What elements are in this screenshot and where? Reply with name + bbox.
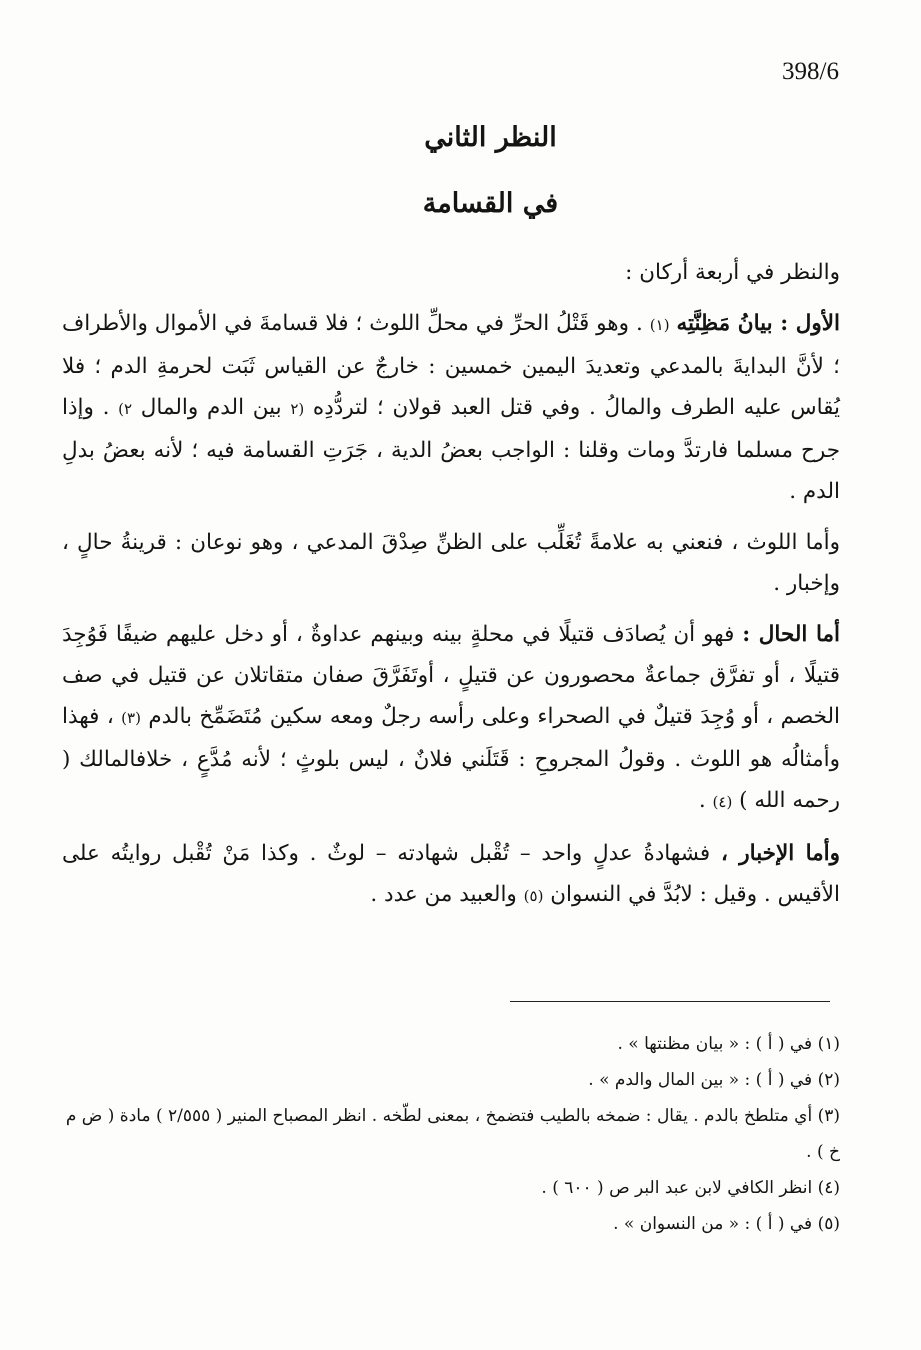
- paragraph-lead: وأما الإخبار ،: [720, 841, 841, 866]
- footnote-ref-3: (٣): [121, 709, 141, 727]
- paragraph-text: فشهادةُ عدلٍ واحد – تُقْبل شهادته – لوثٌ . وكذا مَنْ تُقْبل روايتُه على الأقيس . وقيل : لابُدَّ في النسوان: [62, 841, 840, 907]
- paragraph-text: .: [698, 788, 706, 813]
- paragraph-text: . وإذا جرح مسلما فارتدَّ ومات وقلنا : الواجب بعضُ الدية ، جَرَتِ القسامة فيه ؛ لأنه بعضُ بدلِ الدم .: [62, 395, 840, 504]
- footnote: (٥) في ( أ ) : « من النسوان » .: [613, 1214, 840, 1234]
- paragraph-lawth: وأما اللوث ، فنعني به علامةً تُغَلِّب على الظنِّ صِدْقَ المدعي ، وهو نوعان : قرينةُ حالٍ ، وإخبار .: [62, 530, 840, 596]
- paragraph-lead: الأول : بيانُ مَظِنَّتِه: [676, 311, 840, 336]
- paragraph-report: [62, 833, 840, 917]
- section-subtitle: في القسامة: [422, 188, 559, 219]
- paragraph-text: والعبيد من عدد .: [370, 882, 517, 907]
- paragraph-text: . وهو قَتْلُ الحرِّ في محلِّ اللوث ؛ فلا قسامةَ في الأموال والأطراف ؛ لأنَّ البدايةَ بالمدعي وتعديدَ اليمين خمسين : خارجٌ عن القياس ثَبَت لحرمةِ الدم ؛ فلا يُقاس عليه الطرف والمالُ . وفي قتل العبد قولان ؛ لتردُّدِه: [62, 311, 840, 420]
- intro-paragraph: والنظر في أربعة أركان :: [625, 260, 840, 285]
- footnotes: [62, 1026, 840, 1242]
- footnote-ref-5: (٥): [523, 887, 544, 905]
- paragraph-circumstance: [62, 614, 840, 823]
- page-number: 398/6: [782, 58, 839, 85]
- section-title: النظر الثاني: [424, 122, 557, 153]
- footnote-divider: [510, 1001, 830, 1002]
- paragraph-lead: أما الحال :: [742, 622, 840, 647]
- main-text: [62, 252, 840, 917]
- footnote: (٢) في ( أ ) : « بين المال والدم » .: [588, 1070, 840, 1090]
- paragraph-text: بين الدم والمال: [132, 395, 282, 420]
- footnote: (٤) انظر الكافي لابن عبد البر ص ( ٦٠٠ ) .: [541, 1178, 840, 1198]
- paragraph-text: فهو أن يُصادَف قتيلًا في محلةٍ بينه وبينهم عداوةٌ ، أو دخل عليهم ضيفًا فَوُجِدَ قتيلًا ، أو تفرَّق جماعةٌ محصورون عن قتيلٍ ، أوتَفَرَّقَ صفان متقاتلان عن قتيل في صف الخصم ، أو وُجِدَ قتيلٌ في الصحراء وعلى رأسه رجلٌ ومعه سكين مُتَضَمِّخ بالدم: [62, 622, 840, 729]
- footnote-ref-2-start: (٢: [290, 400, 305, 418]
- footnote-ref-1: (١): [649, 316, 670, 334]
- footnote-ref-2-end: ٢): [118, 400, 133, 418]
- paragraph-text: ، فهذا وأمثالُه هو اللوث . وقولُ المجروحِ : قَتَلَني فلانٌ ، ليس بلوثٍ ؛ لأنه مُدَّعٍ ، خلافالمالك ( رحمه الله ): [62, 704, 840, 813]
- footnote-ref-4: (٤): [712, 793, 733, 811]
- footnote: (١) في ( أ ) : « بيان مظنتها » .: [617, 1034, 840, 1054]
- footnote: (٣) أي متلطخ بالدم . يقال : ضمخه بالطيب فتضمخ ، بمعنى لطّخه . انظر المصباح المنير ( ٢/٥٥٥ ) مادة ( ض م خ ) .: [65, 1106, 840, 1162]
- paragraph-first-pillar: [62, 303, 840, 512]
